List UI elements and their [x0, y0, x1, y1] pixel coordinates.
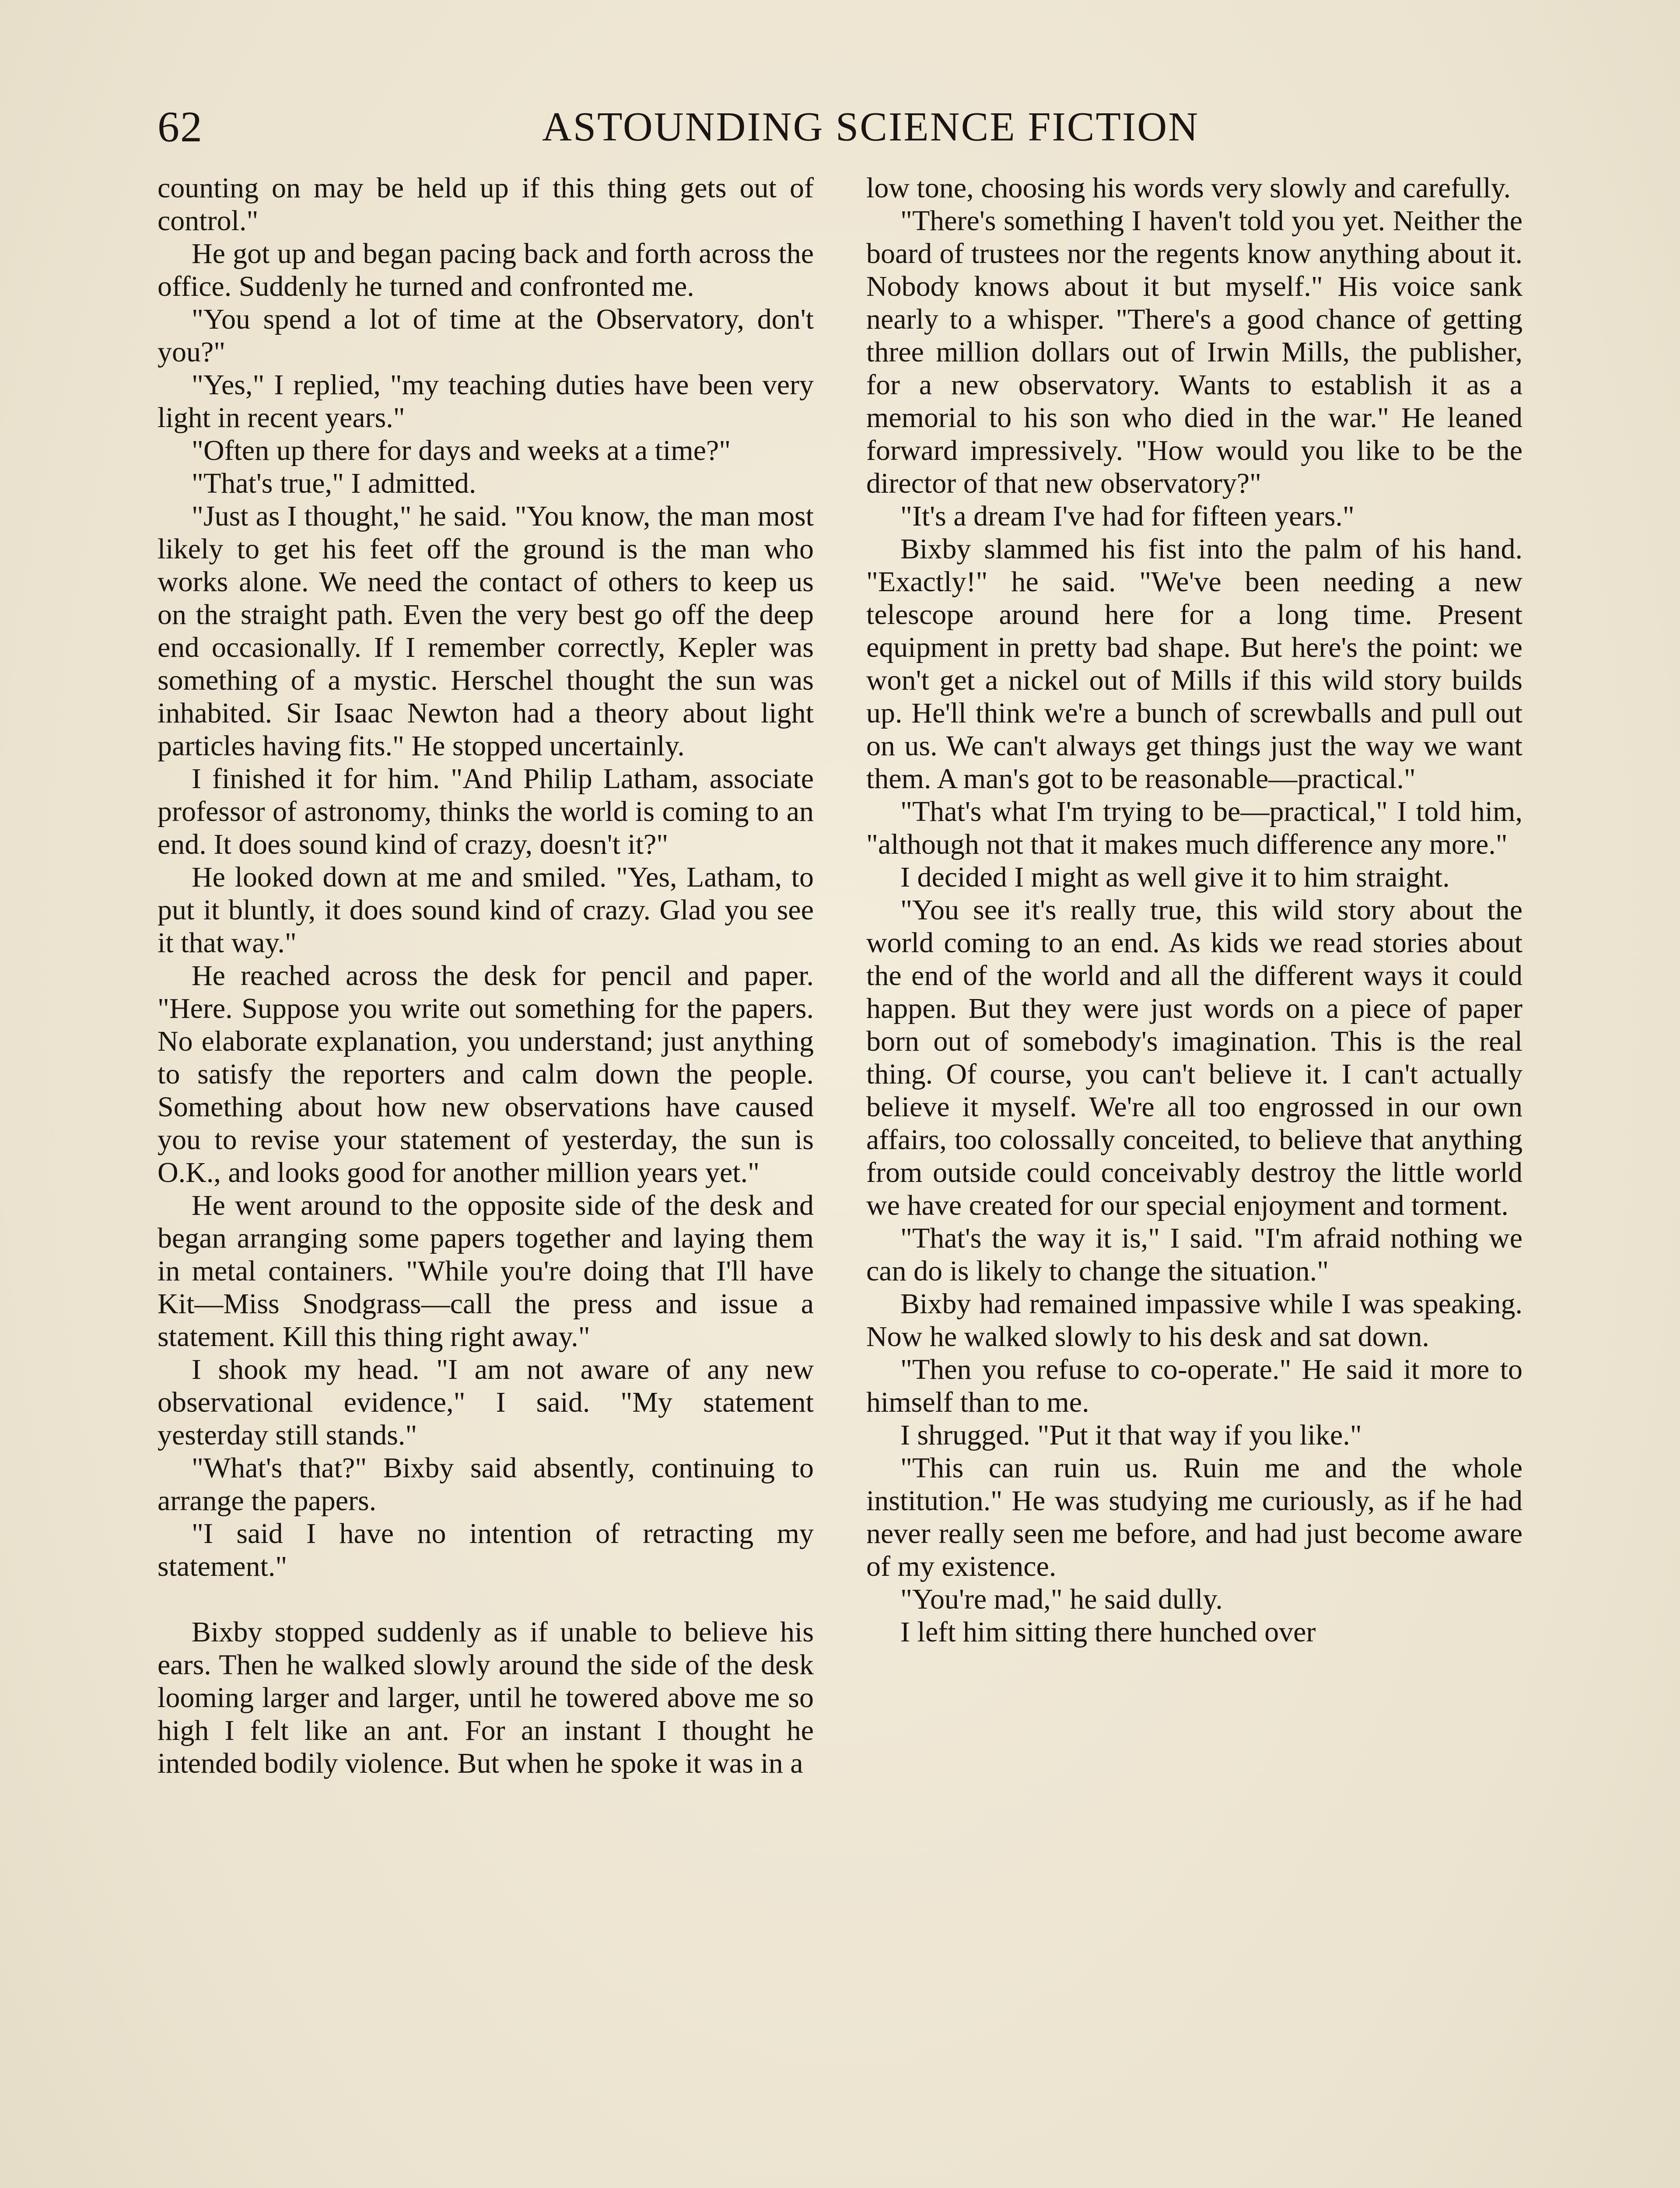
paragraph: "You spend a lot of time at the Observatory, don't you?" — [158, 303, 814, 368]
paragraph: "I said I have no intention of retracting my statement." — [158, 1518, 814, 1582]
paragraph: "Often up there for days and weeks at a time?" — [192, 435, 731, 466]
paragraph: I finished it for him. "And Philip Latham, associate professor of astronomy, thinks the world is coming to an end. It does sound kind of crazy, doesn't it?" — [158, 763, 814, 860]
page-header — [158, 98, 1522, 155]
paragraph: "There's something I haven't told you yet. Neither the board of trustees nor the regents know anything about it. Nobody knows about it but myself." His voice sank nearly to a whisper. "There's a good chance of getting three million dollars out of Irwin Mills, the publisher, for a new observatory. Wants to establish it as a memorial to his son who died in the war." He leaned forward impressively. "How would you like to be the director of that new observatory?" — [866, 205, 1522, 499]
paragraph: "This can ruin us. Ruin me and the whole institution." He was studying me curiously, as if he had never really seen me before, and had just become aware of my existence. — [866, 1452, 1522, 1582]
paragraph: Bixby slammed his fist into the palm of his hand. "Exactly!" he said. "We've been needing a new telescope around here for a long time. Present equipment in pretty bad shape. But here's the point: we won't get a nickel out of Mills if this wild story builds up. He'll think we're a bunch of screwballs and pull out on us. We can't always get things just the way we want them. A man's got to be reasonable—practical." — [866, 533, 1522, 795]
paragraph: He went around to the opposite side of the desk and began arranging some papers together and laying them in metal containers. "While you're doing that I'll have Kit—Miss Snodgrass—call the press and issue a statement. Kill this thing right away." — [158, 1189, 814, 1353]
paragraph: "That's true," I admitted. — [192, 467, 476, 499]
right-text-column — [866, 172, 1522, 1648]
paragraph: Bixby had remained impassive while I was speaking. Now he walked slowly to his desk and sat down. — [866, 1288, 1522, 1353]
paragraph: I shook my head. "I am not aware of any new observational evidence," I said. "My statement yesterday still stands." — [158, 1353, 814, 1451]
paragraph: "Just as I thought," he said. "You know, the man most likely to get his feet off the ground is the man who works alone. We need the contact of others to keep us on the straight path. Even the very best go off the deep end occasionally. If I remember correctly, Kepler was something of a mystic. Herschel thought the sun was inhabited. Sir Isaac Newton had a theory about light particles having fits." He stopped uncertainly. — [158, 500, 814, 762]
paragraph: "It's a dream I've had for fifteen years." — [900, 500, 1354, 532]
running-title: ASTOUNDING SCIENCE FICTION — [542, 104, 1199, 150]
paragraph: I left him sitting there hunched over — [900, 1616, 1316, 1648]
paragraph: "What's that?" Bixby said absently, continuing to arrange the papers. — [158, 1452, 814, 1517]
paragraph: counting on may be held up if this thing gets out of control." — [158, 172, 814, 237]
paragraph: "Then you refuse to co-operate." He said it more to himself than to me. — [866, 1353, 1522, 1418]
paragraph: "You see it's really true, this wild story about the world coming to an end. As kids we read stories about the end of the world and all the different ways it could happen. But they were just words on a piece of paper born out of somebody's imagination. This is the real thing. Of course, you can't believe it. I can't actually believe it myself. We're all too engrossed in our own affairs, too colossally conceited, to believe that anything from outside could conceivably destroy the little world we have created for our special enjoyment and torment. — [866, 894, 1522, 1221]
page-number: 62 — [158, 102, 203, 151]
paragraph: low tone, choosing his words very slowly and carefully. — [866, 172, 1511, 204]
paragraph: "You're mad," he said dully. — [900, 1583, 1223, 1615]
paragraph: "That's the way it is," I said. "I'm afraid nothing we can do is likely to change the situation." — [866, 1222, 1522, 1287]
section-break — [158, 1583, 814, 1616]
paragraph: "Yes," I replied, "my teaching duties have been very light in recent years." — [158, 369, 814, 434]
paragraph: Bixby stopped suddenly as if unable to believe his ears. Then he walked slowly around the side of the desk looming larger and larger, until he towered above me so high I felt like an ant. For an instant I thought he intended bodily violence. But when he spoke it was in a — [158, 1616, 814, 1779]
paragraph: "That's what I'm trying to be—practical," I told him, "although not that it makes much difference any more." — [866, 796, 1522, 860]
paragraph: I shrugged. "Put it that way if you like." — [900, 1419, 1362, 1451]
paragraph: I decided I might as well give it to him straight. — [900, 861, 1450, 893]
left-text-column — [158, 172, 814, 1780]
paragraph: He reached across the desk for pencil and paper. "Here. Suppose you write out something for the papers. No elaborate explanation, you understand; just anything to satisfy the reporters and calm down the people. Something about how new observations have caused you to revise your statement of yesterday, the sun is O.K., and looks good for another million years yet." — [158, 960, 814, 1189]
paragraph: He got up and began pacing back and forth across the office. Suddenly he turned and confronted me. — [158, 238, 814, 302]
paragraph: He looked down at me and smiled. "Yes, Latham, to put it bluntly, it does sound kind of crazy. Glad you see it that way." — [158, 861, 814, 959]
